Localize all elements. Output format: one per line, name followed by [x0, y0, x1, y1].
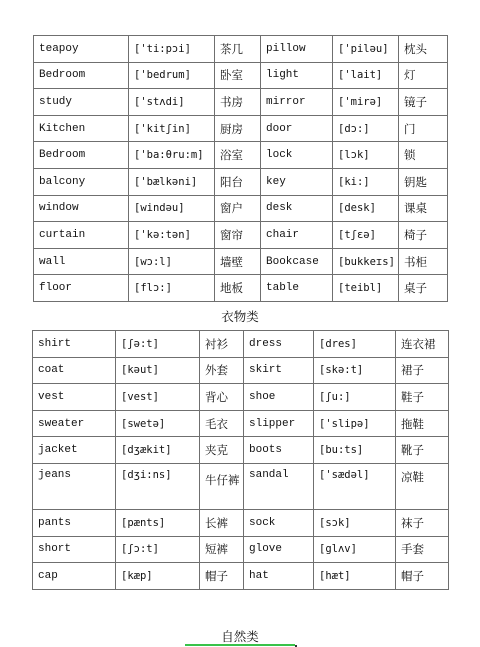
phonetic: ['slipə] — [314, 410, 396, 437]
english-word: study — [34, 89, 129, 116]
english-word: boots — [244, 437, 314, 464]
phonetic: [wɔ:l] — [129, 248, 215, 275]
chinese-meaning: 枕头 — [399, 36, 448, 63]
phonetic: [ki:] — [333, 168, 399, 195]
english-word: cap — [33, 563, 116, 590]
chinese-meaning: 镜子 — [399, 89, 448, 116]
chinese-meaning: 桌子 — [399, 275, 448, 302]
phonetic: [dʒækit] — [116, 437, 200, 464]
chinese-meaning: 窗户 — [215, 195, 261, 222]
phonetic: [pænts] — [116, 509, 200, 536]
chinese-meaning: 袜子 — [396, 509, 449, 536]
table-row — [33, 509, 449, 536]
english-word: window — [34, 195, 129, 222]
phonetic: [vest] — [116, 384, 200, 411]
phonetic: ['kitʃin] — [129, 115, 215, 142]
phonetic: [hæt] — [314, 563, 396, 590]
phonetic: ['stʌdi] — [129, 89, 215, 116]
underline-accent — [185, 644, 295, 646]
english-word: sweater — [33, 410, 116, 437]
table-row — [33, 357, 449, 384]
table-row — [34, 222, 448, 249]
phonetic: [dʒi:ns] — [116, 463, 200, 509]
vocab-table-household — [33, 35, 448, 302]
english-word: sandal — [244, 463, 314, 509]
english-word: table — [261, 275, 333, 302]
english-word: sock — [244, 509, 314, 536]
english-word: shirt — [33, 331, 116, 358]
chinese-meaning: 帽子 — [200, 563, 244, 590]
phonetic: [windəu] — [129, 195, 215, 222]
phonetic: [ʃɔ:t] — [116, 536, 200, 563]
table-row — [33, 536, 449, 563]
chinese-meaning: 锁 — [399, 142, 448, 169]
chinese-meaning: 浴室 — [215, 142, 261, 169]
vocab-table-clothing — [32, 330, 449, 590]
chinese-meaning: 厨房 — [215, 115, 261, 142]
chinese-meaning: 短裤 — [200, 536, 244, 563]
chinese-meaning: 夹克 — [200, 437, 244, 464]
english-word: desk — [261, 195, 333, 222]
chinese-meaning: 手套 — [396, 536, 449, 563]
table-row — [34, 168, 448, 195]
chinese-meaning: 墙壁 — [215, 248, 261, 275]
chinese-meaning: 鞋子 — [396, 384, 449, 411]
english-word: jacket — [33, 437, 116, 464]
english-word: vest — [33, 384, 116, 411]
english-word: coat — [33, 357, 116, 384]
table-row — [34, 89, 448, 116]
english-word: hat — [244, 563, 314, 590]
table-row — [34, 142, 448, 169]
table-row — [33, 384, 449, 411]
table-row — [34, 275, 448, 302]
table-row — [33, 563, 449, 590]
chinese-meaning: 背心 — [200, 384, 244, 411]
table-row — [33, 437, 449, 464]
english-word: chair — [261, 222, 333, 249]
english-word: curtain — [34, 222, 129, 249]
english-word: Bedroom — [34, 142, 129, 169]
phonetic: [tʃεə] — [333, 222, 399, 249]
phonetic: ['sædəl] — [314, 463, 396, 509]
chinese-meaning: 外套 — [200, 357, 244, 384]
phonetic: ['kə:tən] — [129, 222, 215, 249]
phonetic: [kæp] — [116, 563, 200, 590]
english-word: balcony — [34, 168, 129, 195]
english-word: light — [261, 62, 333, 89]
phonetic: [sɔk] — [314, 509, 396, 536]
phonetic: [desk] — [333, 195, 399, 222]
table-row — [33, 463, 449, 509]
english-word: slipper — [244, 410, 314, 437]
english-word: pants — [33, 509, 116, 536]
phonetic: [bukkeɪs] — [333, 248, 399, 275]
english-word: dress — [244, 331, 314, 358]
chinese-meaning: 课桌 — [399, 195, 448, 222]
english-word: teapoy — [34, 36, 129, 63]
english-word: pillow — [261, 36, 333, 63]
chinese-meaning: 地板 — [215, 275, 261, 302]
phonetic: [kəut] — [116, 357, 200, 384]
chinese-meaning: 椅子 — [399, 222, 448, 249]
table-row — [34, 36, 448, 63]
chinese-meaning: 灯 — [399, 62, 448, 89]
english-word: jeans — [33, 463, 116, 509]
phonetic: [swetə] — [116, 410, 200, 437]
phonetic: ['ba:θru:m] — [129, 142, 215, 169]
chinese-meaning: 衬衫 — [200, 331, 244, 358]
phonetic: ['bedrum] — [129, 62, 215, 89]
chinese-meaning: 长裤 — [200, 509, 244, 536]
phonetic: ['lait] — [333, 62, 399, 89]
phonetic: ['ti:pɔi] — [129, 36, 215, 63]
phonetic: ['piləu] — [333, 36, 399, 63]
chinese-meaning: 靴子 — [396, 437, 449, 464]
table-row — [33, 331, 449, 358]
english-word: shoe — [244, 384, 314, 411]
english-word: key — [261, 168, 333, 195]
chinese-meaning: 连衣裙 — [396, 331, 449, 358]
chinese-meaning: 帽子 — [396, 563, 449, 590]
english-word: lock — [261, 142, 333, 169]
table-row — [34, 248, 448, 275]
english-word: Kitchen — [34, 115, 129, 142]
phonetic: [lɔk] — [333, 142, 399, 169]
section-title-clothing: 衣物类 — [221, 309, 259, 324]
english-word: wall — [34, 248, 129, 275]
phonetic: [dres] — [314, 331, 396, 358]
phonetic: [ʃu:] — [314, 384, 396, 411]
chinese-meaning: 凉鞋 — [396, 463, 449, 509]
chinese-meaning: 卧室 — [215, 62, 261, 89]
chinese-meaning: 钥匙 — [399, 168, 448, 195]
phonetic: [teibl] — [333, 275, 399, 302]
english-word: Bookcase — [261, 248, 333, 275]
table-row — [33, 410, 449, 437]
table-row — [34, 62, 448, 89]
chinese-meaning: 门 — [399, 115, 448, 142]
chinese-meaning: 茶几 — [215, 36, 261, 63]
table-row — [34, 115, 448, 142]
english-word: skirt — [244, 357, 314, 384]
phonetic: [skə:t] — [314, 357, 396, 384]
chinese-meaning: 阳台 — [215, 168, 261, 195]
chinese-meaning: 裙子 — [396, 357, 449, 384]
phonetic: [ʃə:t] — [116, 331, 200, 358]
chinese-meaning: 拖鞋 — [396, 410, 449, 437]
phonetic: [dɔ:] — [333, 115, 399, 142]
phonetic: [flɔ:] — [129, 275, 215, 302]
section-title-nature: 自然类 — [221, 629, 259, 644]
english-word: glove — [244, 536, 314, 563]
phonetic: ['bælkəni] — [129, 168, 215, 195]
english-word: mirror — [261, 89, 333, 116]
english-word: Bedroom — [34, 62, 129, 89]
chinese-meaning: 书柜 — [399, 248, 448, 275]
english-word: door — [261, 115, 333, 142]
chinese-meaning: 毛衣 — [200, 410, 244, 437]
table-row — [34, 195, 448, 222]
phonetic: [bu:ts] — [314, 437, 396, 464]
chinese-meaning: 窗帘 — [215, 222, 261, 249]
phonetic: [glʌv] — [314, 536, 396, 563]
english-word: floor — [34, 275, 129, 302]
chinese-meaning: 书房 — [215, 89, 261, 116]
english-word: short — [33, 536, 116, 563]
phonetic: ['mirə] — [333, 89, 399, 116]
chinese-meaning: 牛仔裤 — [200, 463, 244, 509]
